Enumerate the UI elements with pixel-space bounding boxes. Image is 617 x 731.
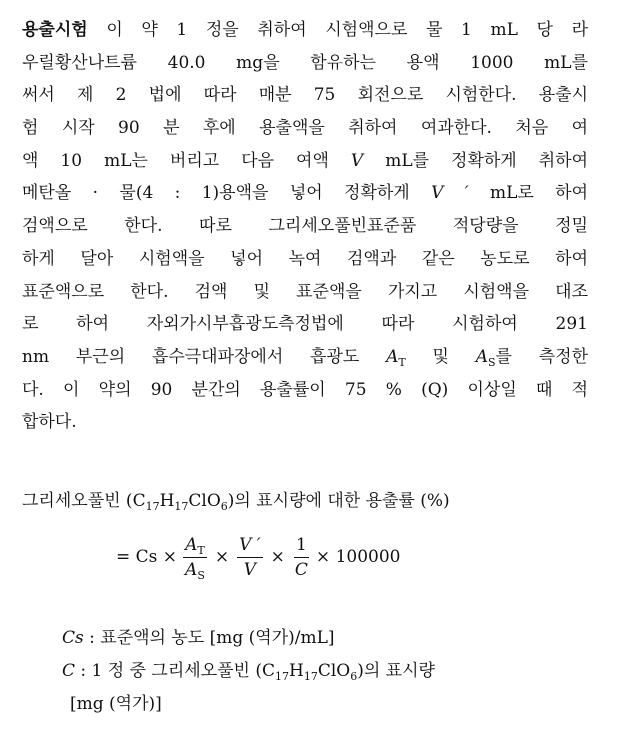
variable-definitions — [62, 622, 582, 721]
definition-c-continued: [mg (역가)] — [70, 694, 162, 714]
para-line-11: nm 부근의 흡수극대파장에서 흡광도 $A_T$ 및 $A_S$를 측정한 — [22, 346, 588, 369]
para-line-10: 로 하여 자외가시부흡광도측정법에 따라 시험하여 291 — [22, 314, 588, 335]
para-line-2: 우릴황산나트륨 40.0 mg을 함유하는 용액 1000 mL를 — [22, 52, 588, 73]
fraction-absorbance: $\frac{A_T}{A_S}$ — [185, 534, 205, 582]
para-line-8: 하게 달아 시험액을 넣어 녹여 검액과 같은 농도로 하여 — [22, 248, 588, 269]
para-line-5: 액 10 mL는 버리고 다음 여액 V mL를 정확하게 취하여 — [22, 150, 589, 171]
para-line-3: 써서 제 2 법에 따라 매분 75 회전으로 시험한다. 용출시 — [22, 85, 588, 106]
formula-label: 그리세오풀빈 $(C_{17}H_{17}ClO_6)$의 표시량에 대한 용출률 (%) — [22, 491, 450, 513]
formula-tail: × 100000 — [315, 547, 401, 567]
dissolution-formula: = Cs × $\frac{A_T}{A_S}$ × $\frac{V '}{V}$ × $\frac{1}{C}$ × 100000 — [116, 534, 401, 582]
para-line-13: 합하다. — [22, 412, 77, 433]
formula-equals: = Cs × — [116, 547, 178, 567]
fraction-volume: $\frac{V '}{V}$ — [239, 534, 261, 580]
para-line-9: 표준액으로 한다. 검액 및 표준액을 가지고 시험액을 대조 — [22, 281, 588, 302]
dissolution-paragraph — [22, 14, 588, 439]
para-line-1: 용출시험 이 약 1 정을 취하여 시험액으로 물 1 mL 당 라 — [22, 20, 588, 40]
definition-cs: Cs : 표준액의 농도 [mg (역가)/mL] — [62, 628, 335, 648]
para-line-12: 다. 이 약의 90 분간의 용출률이 75 % (Q) 이상일 때 적 — [22, 379, 588, 400]
para-line-6: 메탄올 · 물(4 : 1)용액을 넣어 정확하게 V ′ mL로 하여 — [22, 183, 589, 204]
definition-c: C : 1 정 중 그리세오풀빈 $(C_{17}H_{17}ClO_6)$의 표시량 — [62, 661, 435, 683]
para-line-4: 험 시작 90 분 후에 용출액을 취하여 여과한다. 처음 여 — [22, 118, 588, 139]
para-line-7: 검액으로 한다. 따로 그리세오풀빈표준품 적당량을 정밀 — [22, 216, 588, 237]
fraction-concentration: $\frac{1}{C}$ — [294, 534, 308, 580]
section-heading: 용출시험 — [22, 20, 88, 40]
